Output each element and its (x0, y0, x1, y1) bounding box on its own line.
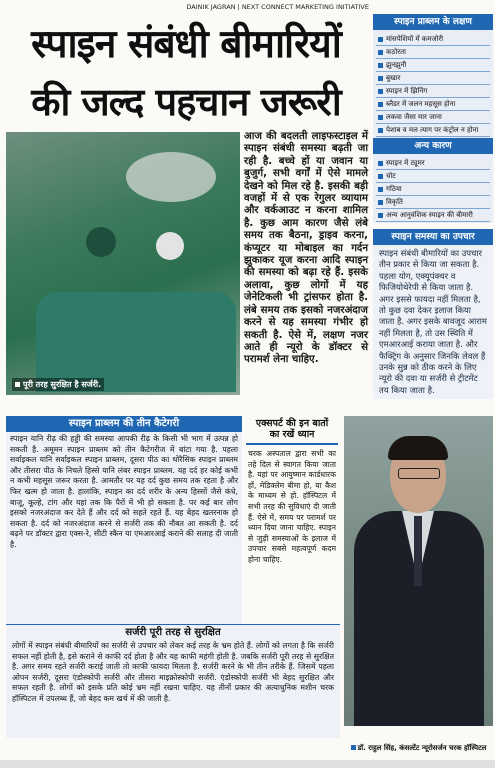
cause-item: स्पाइन में ट्यूमर (376, 157, 490, 170)
symptom-item: स्पाइन में झिनिंग (376, 85, 490, 98)
publication-credit: DAINIK JAGRAN | NEXT CONNECT MARKETING INITIATIVE (186, 3, 369, 11)
expert-heading-line-1: एक्सपर्ट की इन बातों (255, 418, 329, 429)
cause-item: चोट (376, 170, 490, 183)
doctor-caption: डॉ. राहुल सिंह, कंसल्टेंट न्यूरोसर्जन चरक हॉस्पिटल (344, 744, 493, 753)
causes-heading: अन्य कारण (373, 138, 493, 154)
expert-box (246, 416, 338, 570)
symptom-item: लकवा जैसा मार जाना (376, 111, 490, 124)
causes-list (373, 154, 493, 223)
assistant-figure (156, 232, 184, 260)
symptom-item: झुनझुनी (376, 59, 490, 72)
doctor-tie (414, 516, 422, 586)
symptom-item: कठोरता (376, 46, 490, 59)
headline-line-1: स्पाइन संबंधी बीमारियों (31, 21, 341, 67)
symptoms-list (373, 30, 493, 138)
caption-bullet-icon (351, 745, 356, 750)
three-categories-box (6, 416, 242, 638)
symptom-item: पेशाब व मल त्याग पर कंट्रोल न होना (376, 124, 490, 137)
expert-text: चरक अस्पताल द्वारा सभी का तहे दिल से स्वागत किया जाता है. यहां पर आयुष्मान कार्डधारक हों, मेडिक्लेम बीमा हो, या कैश के माध्यम से हो. हॉस्पिटल में सभी तरह की सुविधाएं दी जाती हैं. ऐसे में, समय पर परामर्श पर ध्यान दिया जाना चाहिए. स्पाइन से जुड़ी समस्याओं के इलाज में उपचार सबसे महत्वपूर्ण कदम होना चाहिए. (248, 449, 336, 564)
symptom-item: ब्लैडर में जलन महसूस होना (376, 98, 490, 111)
surgery-safe-box (6, 624, 340, 738)
cause-item: गठिया (376, 183, 490, 196)
symptom-item: बुखार (376, 72, 490, 85)
surgeon-figure (86, 227, 116, 257)
sidebar (373, 14, 493, 442)
caption-bullet-icon (15, 382, 20, 387)
surgery-safe-heading: सर्जरी पूरी तरह से सुरक्षित (125, 627, 221, 638)
symptoms-heading: स्पाइन प्राब्लम के लक्षण (373, 14, 493, 30)
doctor-portrait (344, 416, 493, 726)
surgery-photo-caption: पूरी तरह सुरक्षित है सर्जरी. (12, 378, 104, 391)
surgery-safe-text: लोगों में स्पाइन संबंधी बीमारियों का सर्जरी से उपचार को लेकर कई तरह के भ्रम होते हैं. लोगों को लगता है कि सर्जरी सफल नहीं होती है, इसे कराने से काफी दर्द होता है और यह काफी महंगी होती है. जबकि सर्जरी पूरी तरह से सुरक्षित है. अगर समय रहते सर्जरी कराई जाती तो काफी फायदा मिलता है. सर्जरी करने के भी तीन तरीके हैं. जिसमें पहला ओपन सर्जरी, दूसरा एंडोस्कोपी सर्जरी और तीसरा माइक्रोस्कोपी सर्जरी. एंडोस्कोपी सर्जरी भी बेहद सुरक्षित और सफल रहती है. लोगों को इसके प्रति कोई भ्रम नहीं रखना चाहिए. यह तीनों प्रकार की अत्याधुनिक मशीन चरक हॉस्पिटल में उपलब्ध हैं, जो बेहद कम खर्च में की जाती है. (12, 641, 334, 703)
cause-item: विकृति (376, 196, 490, 209)
headline (6, 22, 366, 124)
three-categories-heading: स्पाइन प्राब्लम की तीन कैटेगरी (6, 416, 242, 432)
three-categories-text: स्पाइन यानि रीढ़ की हड्डी की समस्या आपकी रीढ़ के किसी भी भाग में उत्पन्न हो सकती है. अमूमन स्पाइन प्राब्लम को तीन कैटेगरीज में बांटा गया है. पहला सर्वाइकल यानि सर्वाइकल स्पाइन प्राब्लम, दूसरा पीठ का थोरैसिक स्पाइन प्राब्लम और तीसरा पीठ के निचले हिस्से यानि लंबर स्पाइन प्राब्लम. यह दर्द हर कोई कभी न कभी महसूस जरूर करता है. आमतौर पर यह दर्द कुछ समय तक रहता है और फिर खत्म हो जाता है. हालांकि, स्पाइन का दर्द शरीर के अन्य हिस्सों जैसे कंधे, बाजू, कूल्हे, टांग और यहां तक कि पैरों में भी हो सकता है. पर कई बार लोग इसको नजरअंदाज कर देते हैं और दर्द को सहते रहते हैं. यह बेहद खतरनाक हो सकता है. दर्द को नजरअंदाज करने से सर्जरी तक की नौबत आ सकती है. दर्द बढ़ने पर डॉक्टर द्वारा एक्स-रे, सीटी स्कैन या एमआरआई कराने की सलाह दी जाती है. (6, 432, 242, 638)
symptom-item: मांसपेशियों में कमजोरी (376, 33, 490, 46)
cause-item: अन्य आनुवंशिक स्पाइन की बीमारी (376, 209, 490, 222)
headline-line-2: की जल्द पहचान जरूरी (31, 79, 341, 124)
doctor-hair (388, 436, 448, 460)
surgical-lamp (126, 152, 216, 202)
surgery-photo (6, 132, 240, 395)
intro-article-text: आज की बदलती लाइफस्टाइल में स्पाइन संबंधी समस्या बढ़ती जा रही है. बच्चे हों या जवान या बुजुर्ग, सभी वर्गों में ऐसे मामले देखने को मिल रहे है. इसकी बड़ी वजहों में से एक रेगुलर व्यायाम और वर्कआउट न करना शामिल है. कुछ आम कारण जैसे लंबे समय तक बैठना, ड्राइव करना, कंप्यूटर या मोबाइल का गर्दन झुकाकर यूज करना आदि स्पाइन की समस्या को बढ़ा रहे हैं. इसके अलावा, कुछ लोगों में यह जेनेटिकली भी ट्रांसफर होता है. लंबे समय तक इसको नजरअंदाज करने से यह समस्या गंभीर हो सकती है. ऐसे में, लक्षण नजर आते ही न्यूरो के डॉक्टर से परामर्श लेना चाहिए. (244, 131, 368, 366)
treatment-text: स्पाइन संबंधी बीमारियों का उपचार तीन प्रकार से किया जा सकता है. पहला योग, एक्यूपंक्चर व फिजियोथेरेपी से किया जाता है. अगर इससे फायदा नहीं मिलता है, तो कुछ दवा देकर इलाज किया जाता है. अगर इसके बावजूद आराम नहीं मिलता है, तो उस स्थिति में एमआरआई कराया जाता है. और फैक्ट्रिंग के अनुसार जिनकि लेवल हैं उनके सुन्न को ठीक करने के लिए न्यूरो की दवा या सर्जरी से ट्रीटमेंट तय किया जाता है. (373, 245, 493, 399)
expert-heading-line-2: का रखें ध्यान (246, 429, 338, 445)
glasses-icon (398, 468, 440, 479)
surgical-drape (36, 292, 236, 392)
bottom-strip (0, 760, 495, 768)
treatment-heading: स्पाइन समस्या का उपचार (373, 229, 493, 245)
